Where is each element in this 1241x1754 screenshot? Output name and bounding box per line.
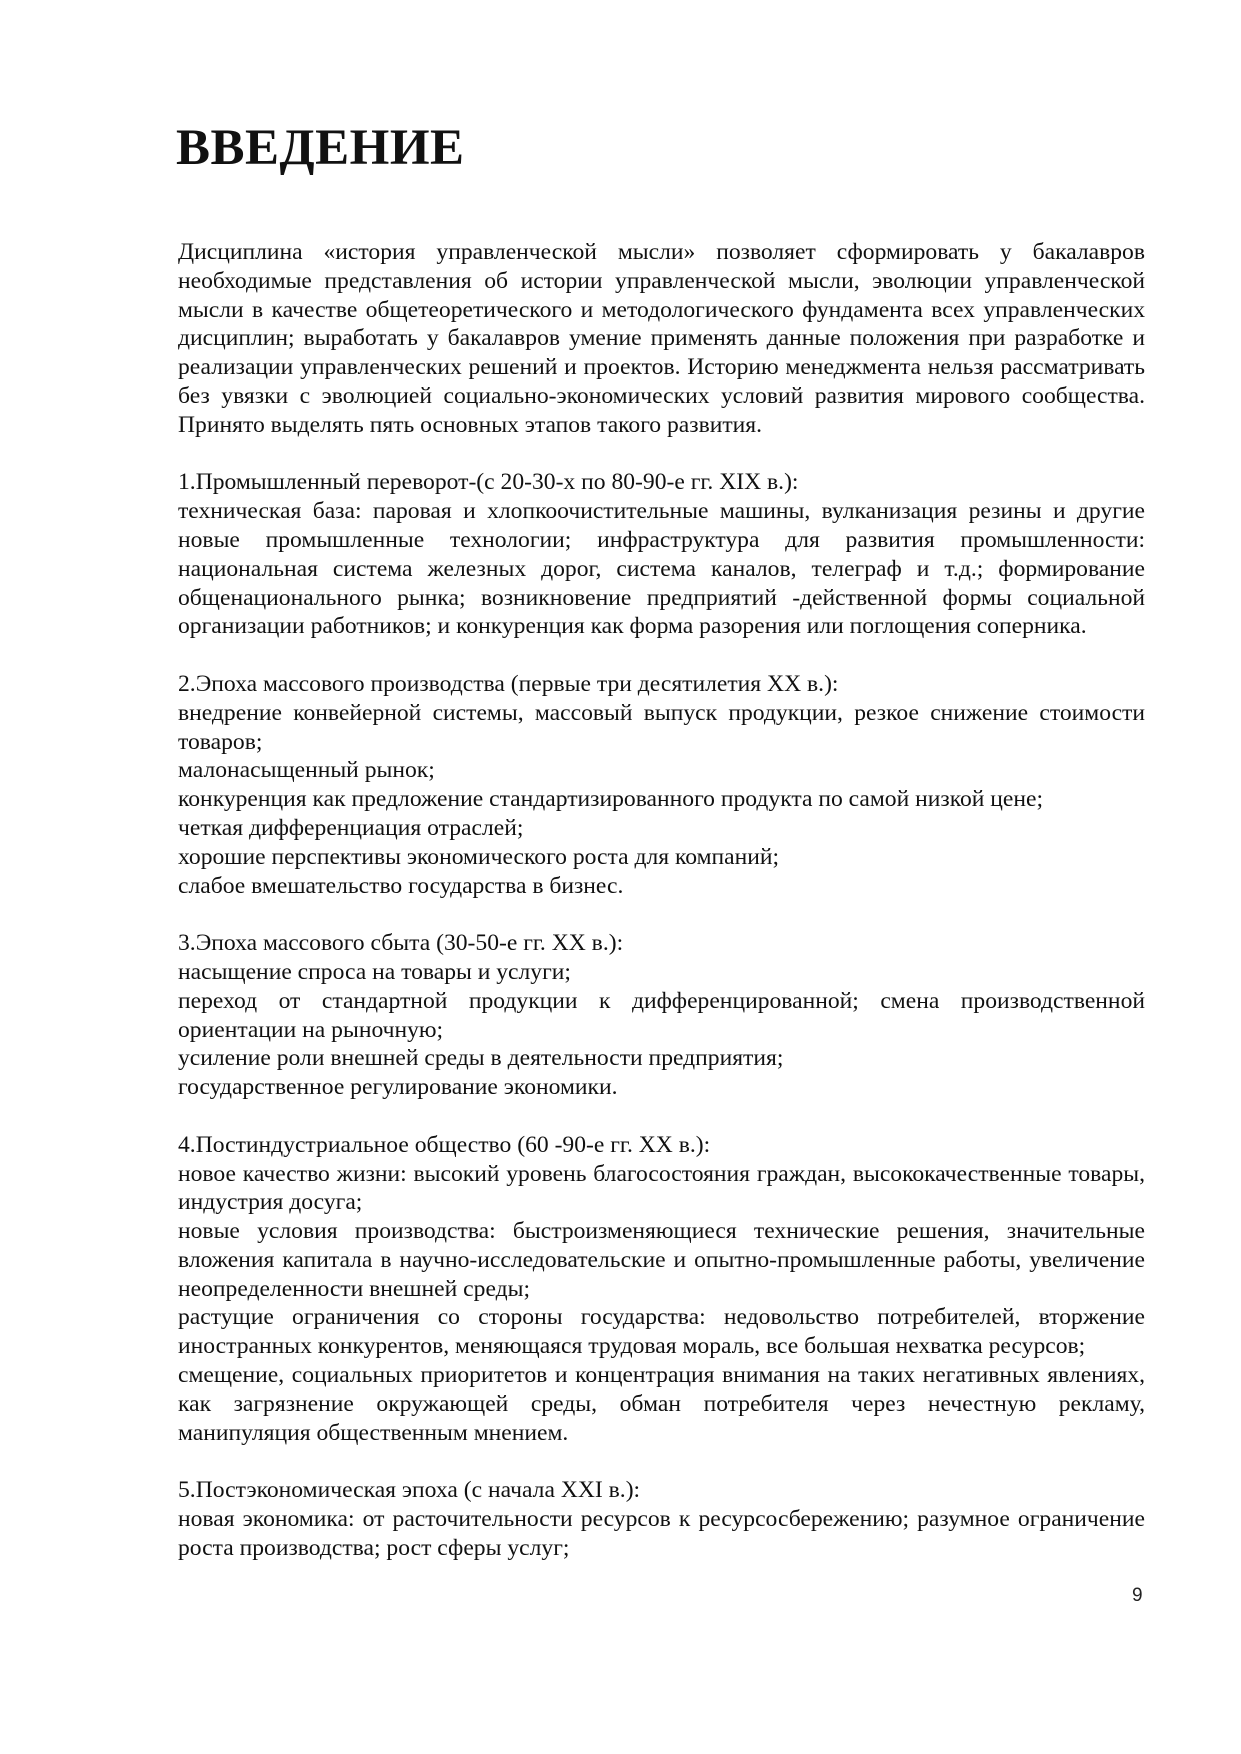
stage-item: техническая база: паровая и хлопкоочистительные машины, вулканизация резины и другие новые промышленные технологии; инфраструктура для развития промышленности: национальная система железных дорог, система каналов, телеграф и т.д.; формирование общенационального рынка; возникновение предприятий -действенной формы социальной организации работников; и конкуренция как форма разорения или поглощения соперника. (178, 498, 1145, 640)
stage-section (178, 1131, 1145, 1448)
stage-heading: 1.Промышленный переворот-(с 20-30-х по 80-90-е гг. XIX в.): (178, 469, 799, 496)
stage-item: четкая дифференциация отраслей; (178, 814, 524, 841)
stage-heading: 3.Эпоха массового сбыта (30-50-е гг. XX в.): (178, 930, 624, 957)
page-title: ВВЕДЕНИЕ (176, 120, 465, 176)
stage-section (178, 929, 1145, 1102)
stage-item: смещение, социальных приоритетов и концентрация внимания на таких негативных явлениях, как загрязнение окружающей среды, обман потребителя через нечестную рекламу, манипуляция общественным мнением. (178, 1362, 1145, 1446)
stage-item: малонасыщенный рынок; (178, 757, 435, 784)
document-body (178, 238, 1145, 1563)
stage-item: конкуренция как предложение стандартизированного продукта по самой низкой цене; (178, 786, 1044, 813)
stage-heading: 2.Эпоха массового производства (первые три десятилетия XX в.): (178, 670, 839, 697)
stage-item: усиление роли внешней среды в деятельности предприятия; (178, 1045, 784, 1072)
stage-heading: 4.Постиндустриальное общество (60 -90-е гг. XX в.): (178, 1131, 711, 1158)
stage-item: насыщение спроса на товары и услуги; (178, 958, 571, 985)
stage-item: растущие ограничения со стороны государства: недовольство потребителей, вторжение иностранных конкурентов, меняющаяся трудовая мораль, все большая нехватка ресурсов; (178, 1304, 1145, 1360)
stage-item: хорошие перспективы экономического роста для компаний; (178, 843, 780, 870)
stage-item: новые условия производства: быстроизменяющиеся технические решения, значительные вложения капитала в научно-исследовательские и опытно-промышленные работы, увеличение неопределенности внешней среды; (178, 1218, 1145, 1302)
stage-item: новая экономика: от расточительности ресурсов к ресурсосбережению; разумное ограничение роста производства; рост сферы услуг; (178, 1506, 1145, 1561)
stage-section (178, 468, 1145, 641)
stage-item: слабое вмешательство государства в бизнес. (178, 872, 624, 899)
stage-item: новое качество жизни: высокий уровень благосостояния граждан, высококачественные товары, индустрия досуга; (178, 1160, 1145, 1216)
stage-heading: 5.Постэкономическая эпоха (с начала XXI в.): (178, 1477, 641, 1504)
page-number: 9 (1132, 1585, 1143, 1606)
stage-section (178, 670, 1145, 900)
stage-item: государственное регулирование экономики. (178, 1074, 618, 1101)
stage-item: внедрение конвейерной системы, массовый выпуск продукции, резкое снижение стоимости товаров; (178, 699, 1145, 755)
stage-section (178, 1476, 1145, 1562)
intro-paragraph: Дисциплина «история управленческой мысли» позволяет сформировать у бакалавров необходимые представления об истории управленческой мысли, эволюции управленческой мысли в качестве общетеоретического и методологического фундамента всех управленческих дисциплин; выработать у бакалавров умение применять данные положения при разработке и реализации управленческих решений и проектов. Историю менеджмента нельзя рассматривать без увязки с эволюцией социально-экономических условий развития мирового сообщества. Принято выделять пять основных этапов такого развития. (178, 239, 1145, 438)
stage-item: переход от стандартной продукции к дифференцированной; смена производственной ориентации на рыночную; (178, 987, 1145, 1043)
